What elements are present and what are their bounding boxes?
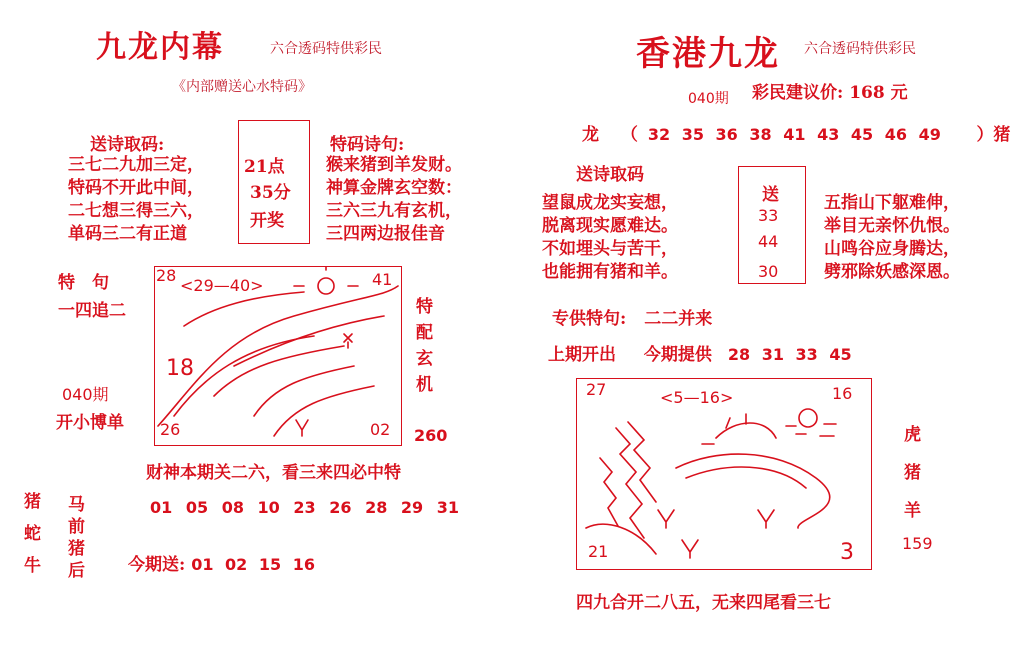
right-title-sub: 六合透码特供彩民 — [804, 41, 916, 57]
right-special — [552, 304, 712, 329]
right-sketch-bottom-left: 21 — [588, 542, 609, 561]
special-phrase-label: 特 句 — [58, 273, 109, 293]
poem-line: 五指山下躯难伸， — [824, 193, 960, 213]
draw-time-minute: 35分 — [250, 183, 291, 203]
left-poem2-heading: 特码诗句: — [330, 135, 405, 155]
left-poem1-heading: 送诗取码: — [90, 135, 165, 155]
special-value: 二二并来 — [644, 309, 713, 329]
number: 10 — [257, 498, 280, 517]
side-char: 特 — [416, 297, 433, 317]
zodiac-char: 猪 — [68, 539, 85, 559]
left-poem2 — [326, 154, 462, 246]
left-sketch-bottom-left: 26 — [160, 420, 181, 439]
poem-line: 举目无亲怀仇恨。 — [824, 216, 960, 236]
left-side-number: 260 — [414, 426, 448, 445]
special-label: 专供特句: — [552, 309, 627, 329]
dragon-numbers — [648, 125, 953, 144]
poem-line: 脱离现实愿难达。 — [542, 216, 678, 236]
left-sketch-mid-left: 18 — [166, 356, 194, 381]
zodiac-char: 后 — [68, 561, 85, 581]
side-char: 羊 — [904, 501, 921, 521]
today-send-label: 今期送: — [128, 555, 186, 575]
zodiac-char: 猪 — [24, 492, 41, 512]
number: 01 — [191, 555, 214, 574]
zodiac-char: 牛 — [24, 556, 41, 576]
dragon-row — [582, 120, 1010, 145]
number: 35 — [681, 125, 704, 144]
right-sketch-top-right: 16 — [832, 384, 853, 403]
left-sketch-top-left: 28 — [156, 266, 177, 285]
today-send-numbers — [191, 555, 315, 574]
left-sketch-top-right: 41 — [372, 270, 393, 289]
right-poem2 — [824, 192, 960, 284]
number: 28 — [365, 498, 388, 517]
number: 02 — [225, 555, 248, 574]
caishen-line: 财神本期关二六，看三来四必中特 — [146, 463, 401, 483]
dragon-open: （ — [620, 125, 638, 145]
side-char: 猪 — [904, 463, 921, 483]
poem-line: 不如埋头与苦干， — [542, 239, 678, 259]
number: 31 — [436, 498, 460, 517]
zodiac-col-2 — [68, 494, 88, 582]
poem-line: 望鼠成龙实妄想， — [542, 193, 678, 213]
zodiac-char: 前 — [68, 517, 85, 537]
left-subtitle: 《内部赠送心水特码》 — [172, 79, 312, 95]
right-title: 香港九龙 — [636, 34, 780, 74]
right-poem1-heading: 送诗取码 — [576, 165, 644, 185]
number: 15 — [258, 555, 282, 574]
poem-line: 单码三二有正道 — [68, 224, 187, 244]
dragon-right: ）猪 — [976, 125, 1011, 145]
number: 31 — [761, 345, 784, 364]
zodiac-col — [24, 486, 44, 582]
left-small-odd: 开小博单 — [56, 413, 124, 433]
number: 43 — [817, 125, 840, 144]
poem-line: 神算金牌玄空数： — [326, 178, 462, 198]
last-issue-numbers — [728, 345, 852, 364]
last-issue-label: 上期开出 — [548, 345, 616, 365]
send-box-number: 44 — [758, 232, 779, 251]
left-sketch-range: <29—40> — [180, 276, 264, 295]
number: 28 — [727, 345, 751, 364]
right-sketch-range: <5—16> — [660, 388, 734, 407]
poem-line: 特码不开此中间， — [68, 178, 204, 198]
poem-line: 三七二九加三定， — [68, 155, 204, 175]
number: 26 — [329, 498, 352, 517]
number: 16 — [292, 555, 315, 574]
right-issue: 040期 — [688, 91, 729, 107]
number: 01 — [150, 498, 173, 517]
number: 08 — [221, 498, 244, 517]
number: 41 — [783, 125, 806, 144]
number: 45 — [850, 125, 874, 144]
left-sketch-bottom-right: 02 — [370, 420, 391, 439]
send-box-label: 送 — [762, 185, 779, 205]
side-char: 配 — [416, 323, 433, 343]
send-box-number: 30 — [758, 262, 779, 281]
left-poem1 — [68, 154, 204, 246]
number: 45 — [829, 345, 852, 364]
last-issue-label2: 今期提供 — [643, 345, 712, 365]
number: 36 — [715, 125, 738, 144]
number: 38 — [749, 125, 772, 144]
right-side-number: 159 — [902, 534, 933, 553]
right-side-vertical — [904, 416, 924, 530]
poem-line: 三六三九有玄机， — [326, 201, 462, 221]
poem-line: 也能拥有猪和羊。 — [542, 262, 678, 282]
left-title-sub: 六合透码特供彩民 — [270, 41, 382, 57]
special-phrase-value: 一四追二 — [58, 301, 126, 321]
zodiac-char: 马 — [68, 495, 85, 515]
number: 46 — [884, 125, 908, 144]
right-poem1 — [542, 192, 678, 284]
number: 23 — [293, 498, 316, 517]
poem-line: 三四两边报佳音 — [326, 224, 445, 244]
right-sketch-top-left: 27 — [586, 380, 607, 399]
number: 29 — [400, 498, 424, 517]
left-issue: 040期 — [62, 385, 109, 404]
right-bottom-line: 四九合开二八五，无来四尾看三七 — [576, 593, 831, 613]
poem-line: 猴来猪到羊发财。 — [326, 155, 462, 175]
side-char: 机 — [416, 375, 433, 395]
poem-line: 山鸣谷应身腾达， — [824, 239, 960, 259]
dragon-label: 龙 — [582, 125, 599, 145]
side-char: 虎 — [904, 425, 921, 445]
left-title: 九龙内幕 — [96, 30, 224, 65]
number: 33 — [795, 345, 818, 364]
zodiac-char: 蛇 — [24, 524, 41, 544]
poem-line: 二七想三得三六， — [68, 201, 204, 221]
number: 05 — [185, 498, 209, 517]
right-price: 彩民建议价: 168 元 — [752, 83, 908, 103]
draw-time-label: 开奖 — [250, 211, 284, 231]
left-side-vertical — [416, 294, 436, 398]
number: 32 — [647, 125, 671, 144]
side-char: 玄 — [416, 349, 433, 369]
number: 49 — [918, 125, 941, 144]
left-number-list — [150, 498, 459, 517]
draw-time-hour: 21点 — [244, 157, 285, 177]
send-box-number: 33 — [758, 206, 779, 225]
poem-line: 劈邪除妖感深恩。 — [824, 262, 960, 282]
right-sketch-bottom-right: 3 — [840, 540, 854, 565]
today-send — [128, 550, 315, 575]
last-issue — [548, 340, 852, 365]
